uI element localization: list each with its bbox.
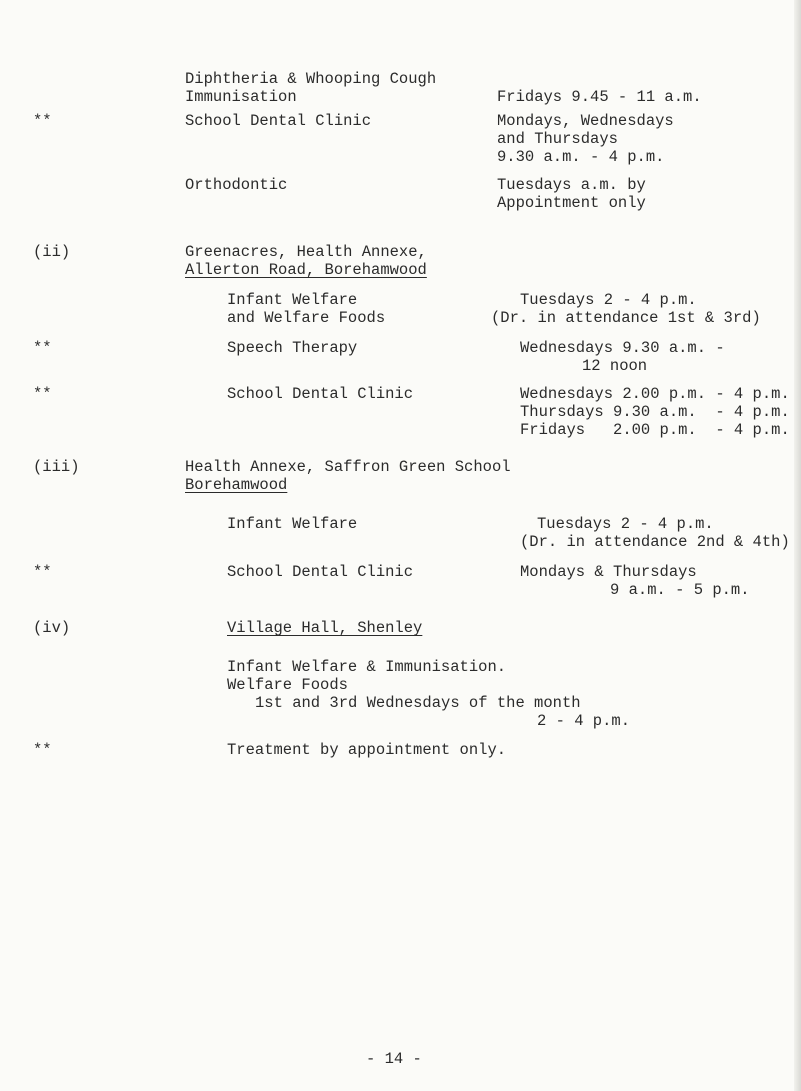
diphtheria-title-line2: Immunisation [185,88,297,106]
speech-therapy-time: Wednesdays 9.30 a.m. - [520,339,725,357]
shenley-line: Welfare Foods [227,676,348,694]
appointment-note: Treatment by appointment only. [227,741,507,759]
page-number: - 14 - [366,1050,422,1068]
diphtheria-time: Fridays 9.45 - 11 a.m. [497,88,702,106]
section-heading-address: Allerton Road, Borehamwood [185,261,427,279]
section-heading-address: Borehamwood [185,476,288,494]
dental-time-line: 9.30 a.m. - 4 p.m. [497,148,665,166]
speech-therapy-time: 12 noon [582,357,648,375]
infant-welfare-label: and Welfare Foods [227,309,386,327]
infant-welfare-time: (Dr. in attendance 1st & 3rd) [491,309,761,327]
infant-welfare-label: Infant Welfare [227,515,358,533]
infant-welfare-time: Tuesdays 2 - 4 p.m. [537,515,714,533]
orthodontic-time-line: Appointment only [497,194,646,212]
dental-time-line: Mondays & Thursdays [520,563,697,581]
infant-welfare-time: Tuesdays 2 - 4 p.m. [520,291,697,309]
shenley-line: 1st and 3rd Wednesdays of the month [255,694,581,712]
dental-time-line: Fridays 2.00 p.m. - 4 p.m. [520,421,790,439]
dental-time-line: 9 a.m. - 5 p.m. [610,581,750,599]
dental-time-line: Thursdays 9.30 a.m. - 4 p.m. [520,403,790,421]
section-heading: Greenacres, Health Annexe, [185,243,427,261]
diphtheria-title-line1: Diphtheria & Whooping Cough [185,70,437,88]
infant-welfare-label: Infant Welfare [227,291,358,309]
section-numeral: (iii) [33,458,80,476]
school-dental-clinic-label: School Dental Clinic [185,112,372,130]
shenley-line: Infant Welfare & Immunisation. [227,658,507,676]
section-heading: Health Annexe, Saffron Green School [185,458,511,476]
school-dental-clinic-label: School Dental Clinic [227,563,414,581]
infant-welfare-time: (Dr. in attendance 2nd & 4th) [520,533,790,551]
page-edge-shadow [794,0,801,1091]
speech-therapy-label: Speech Therapy [227,339,358,357]
asterisk-marker: ** [33,339,52,357]
asterisk-marker: ** [33,563,52,581]
dental-time-line: Mondays, Wednesdays [497,112,674,130]
dental-time-line: Wednesdays 2.00 p.m. - 4 p.m. [520,385,790,403]
orthodontic-time-line: Tuesdays a.m. by [497,176,646,194]
section-heading: Village Hall, Shenley [227,619,423,637]
asterisk-marker: ** [33,741,52,759]
orthodontic-label: Orthodontic [185,176,288,194]
asterisk-marker: ** [33,385,52,403]
dental-time-line: and Thursdays [497,130,618,148]
section-numeral: (iv) [33,619,71,637]
section-numeral: (ii) [33,243,71,261]
shenley-time: 2 - 4 p.m. [537,712,631,730]
asterisk-marker: ** [33,112,52,130]
school-dental-clinic-label: School Dental Clinic [227,385,414,403]
